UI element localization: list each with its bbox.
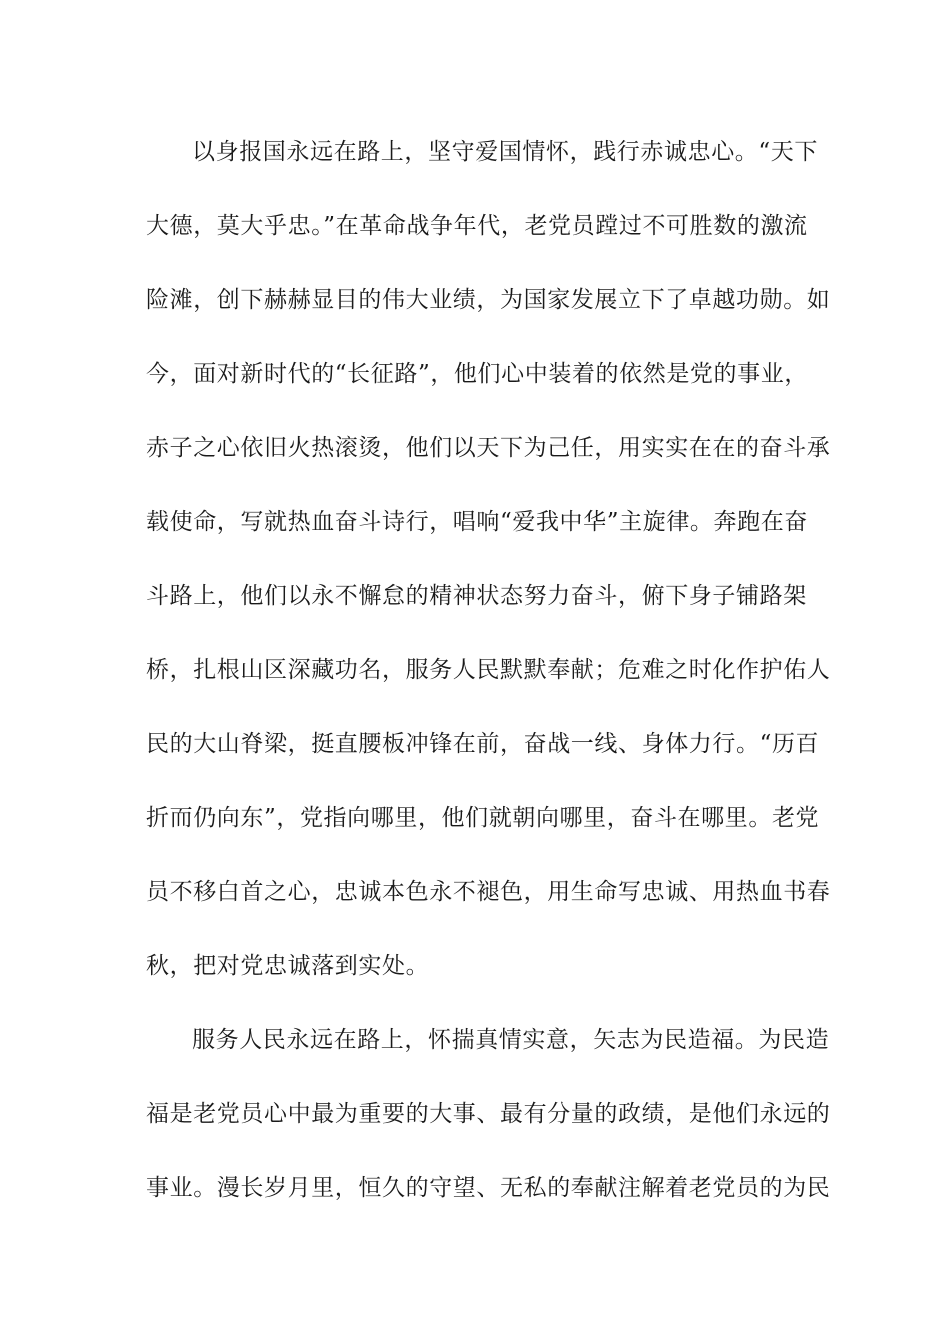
- text-line: 以身报国永远在路上，坚守爱国情怀，践行赤诚忠心。“天下: [192, 139, 818, 165]
- text-line: 民的大山脊梁，挺直腰板冲锋在前，奋战一线、身体力行。“历百: [146, 731, 820, 757]
- text-line: 秋，把对党忠诚落到实处。: [146, 953, 430, 979]
- text-line: 大德，莫大乎忠。”在革命战争年代，老党员蹚过不可胜数的激流: [146, 213, 808, 239]
- text-line: 事业。漫长岁月里，恒久的守望、无私的奉献注解着老党员的为民: [146, 1175, 831, 1201]
- text-line: 斗路上，他们以永不懈怠的精神状态努力奋斗，俯下身子铺路架: [146, 583, 807, 609]
- text-line: 载使命，写就热血奋斗诗行，唱响“爱我中华”主旋律。奔跑在奋: [146, 509, 808, 535]
- text-line: 赤子之心依旧火热滚烫，他们以天下为己任，用实实在在的奋斗承: [146, 435, 831, 461]
- text-line: 员不移白首之心，忠诚本色永不褪色，用生命写忠诚、用热血书春: [146, 879, 831, 905]
- text-line: 桥，扎根山区深藏功名，服务人民默默奉献；危难之时化作护佑人: [146, 657, 831, 683]
- text-line: 折而仍向东”，党指向哪里，他们就朝向哪里，奋斗在哪里。老党: [146, 805, 820, 831]
- text-line: 险滩，创下赫赫显目的伟大业绩，为国家发展立下了卓越功勋。如: [146, 287, 831, 313]
- text-line: 服务人民永远在路上，怀揣真情实意，矢志为民造福。为民造: [192, 1027, 830, 1053]
- text-line: 今，面对新时代的“长征路”，他们心中装着的依然是党的事业，: [146, 361, 808, 387]
- text-line: 福是老党员心中最为重要的大事、最有分量的政绩，是他们永远的: [146, 1101, 831, 1127]
